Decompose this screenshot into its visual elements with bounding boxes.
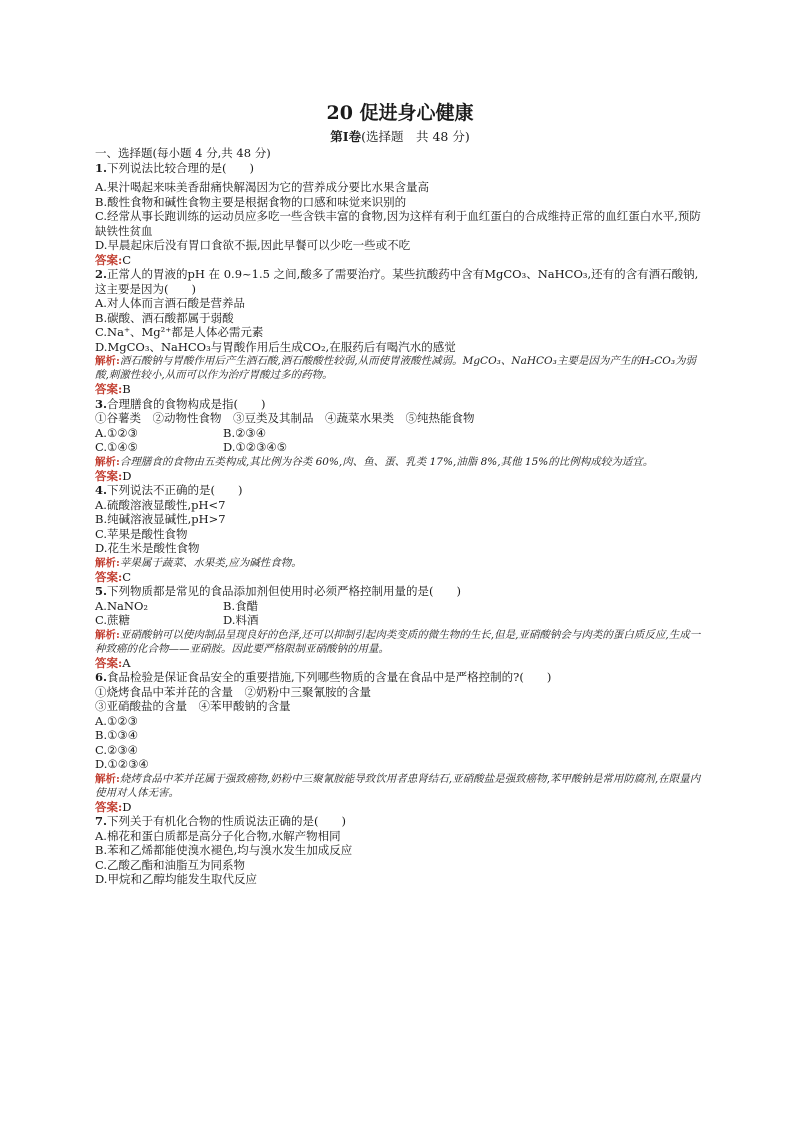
analysis <box>95 354 705 382</box>
option-a: A.果汁喝起来味美香甜痛快解渴因为它的营养成分要比水果含量高 <box>95 180 429 194</box>
analysis-text: 苹果属于蔬菜、水果类,应为碱性食物。 <box>119 556 302 569</box>
question-number: 1. <box>95 160 108 175</box>
question-number: 3. <box>95 396 108 411</box>
option-a: A.硫酸溶液显酸性,pH<7 <box>95 497 226 512</box>
page-title: 20 促进身心健康 <box>326 102 474 124</box>
option-c: C.苹果是酸性食物 <box>95 526 188 541</box>
option-d: D.MgCO₃、NaHCO₃与胃酸作用后生成CO₂,在服药后有喝汽水的感觉 <box>95 339 456 354</box>
section-heading: 一、选择题(每小题 4 分,共 48 分) <box>95 146 271 160</box>
analysis-text: 合理膳食的食物由五类构成,其比例为谷类 60%,肉、鱼、蛋、乳类 17%,油脂 8%,其他 15%的比例构成较为适宜。 <box>119 455 654 468</box>
question-5 <box>95 584 705 670</box>
option-b: B.酸性食物和碱性食物主要是根据食物的口感和味觉来识别的 <box>95 194 407 209</box>
question-stem: 食品检验是保证食品安全的重要措施,下列哪些物质的含量在食品中是严格控制的?( ) <box>107 670 552 684</box>
answer <box>95 253 705 268</box>
option-b: B.碳酸、酒石酸都属于弱酸 <box>95 310 234 325</box>
question-7 <box>95 814 705 887</box>
option-d: D.①②③④⑤ <box>223 440 288 454</box>
analysis-text: 酒石酸钠与胃酸作用后产生酒石酸,酒石酸酸性较弱,从而使胃液酸性减弱。MgCO₃、NaHCO₃主要是因为产生的H₂CO₃为弱酸,刺激性较小,从而可以作为治疗胃酸过多的药物。 <box>95 355 697 381</box>
options-grid <box>95 599 705 628</box>
option-a: A.①②③ <box>95 713 138 728</box>
answer <box>95 469 705 484</box>
option-c: C.乙酸乙酯和油脂互为同系物 <box>95 857 246 872</box>
analysis <box>95 556 705 570</box>
question-3 <box>95 397 705 484</box>
option-a: A.①②③ <box>95 425 138 440</box>
option-b: B.①③④ <box>95 728 139 742</box>
option-c: C.Na⁺、Mg²⁺都是人体必需元素 <box>95 325 264 339</box>
question-stem: 下列说法不正确的是( ) <box>107 483 243 497</box>
answer-label: 答案: <box>95 468 123 483</box>
answer-label: 答案: <box>95 569 123 584</box>
question-number: 5. <box>95 584 108 598</box>
option-a: A.NaNO₂ <box>95 598 148 613</box>
answer <box>95 800 705 815</box>
answer-label: 答案: <box>95 382 123 396</box>
option-a: A.对人体而言酒石酸是营养品 <box>95 296 245 310</box>
analysis <box>95 455 705 469</box>
subtitle-note: (选择题 共 48 分) <box>361 129 470 144</box>
option-c: C.②③④ <box>95 742 138 757</box>
analysis-text: 亚硝酸钠可以使肉制品呈现良好的色泽,还可以抑制引起肉类变质的微生物的生长,但是,亚硝酸钠会与肉类的蛋白质反应,生成一种致癌的化合物——亚硝胺。因此要严格限制亚硝酸钠的用量。 <box>95 628 701 655</box>
option-d: D.①②③④ <box>95 757 149 771</box>
choice-items-2: ③亚硝酸盐的含量 ④苯甲酸钠的含量 <box>95 699 291 713</box>
answer-label: 答案: <box>95 799 123 814</box>
analysis-label: 解析: <box>95 556 120 569</box>
option-a: A.棉花和蛋白质都是高分子化合物,水解产物相同 <box>95 828 341 843</box>
analysis-text: 烧烤食品中苯并芘属于强致癌物,奶粉中三聚氰胺能导致饮用者患肾结石,亚硝酸盐是强致癌物,苯甲酸钠是常用防腐剂,在限量内使用对人体无害。 <box>95 772 701 799</box>
answer <box>95 382 705 397</box>
question-stem: 下列关于有机化合物的性质说法正确的是( ) <box>107 814 346 828</box>
answer <box>95 570 705 585</box>
option-d: D.料酒 <box>223 613 259 627</box>
answer-value: C <box>122 569 132 584</box>
question-6 <box>95 670 705 814</box>
option-c: C.蔗糖 <box>95 613 131 627</box>
question-stem: 正常人的胃液的pH 在 0.9~1.5 之间,酸多了需要治疗。某些抗酸药中含有MgCO₃、NaHCO₃,还有的含有酒石酸钠,这主要是因为( ) <box>95 267 699 296</box>
answer-value: B <box>122 382 131 396</box>
section-subtitle <box>95 128 705 145</box>
answer <box>95 656 705 671</box>
question-number: 4. <box>95 483 108 497</box>
question-stem: 下列说法比较合理的是( ) <box>107 160 254 175</box>
analysis-label: 解析: <box>95 455 120 468</box>
option-d: D.早晨起床后没有胃口食欲不振,因此早餐可以少吃一些或不吃 <box>95 238 411 252</box>
question-number: 6. <box>95 670 108 684</box>
option-c: C.经常从事长跑训练的运动员应多吃一些含铁丰富的食物,因为这样有利于血红蛋白的合成维持正常的血红蛋白水平,预防缺铁性贫血 <box>95 209 701 238</box>
subtitle-part: 第Ⅰ卷 <box>330 129 362 144</box>
answer-value: A <box>122 655 131 670</box>
question-2 <box>95 267 705 397</box>
question-4 <box>95 483 705 584</box>
question-stem: 下列物质都是常见的食品添加剂但使用时必须严格控制用量的是( ) <box>107 584 461 598</box>
question-number: 7. <box>95 814 108 828</box>
option-b: B.纯碱溶液显碱性,pH>7 <box>95 512 226 526</box>
question-number: 2. <box>95 267 108 281</box>
option-b: B.食醋 <box>223 598 259 613</box>
document-page <box>95 100 705 887</box>
answer-label: 答案: <box>95 252 123 267</box>
option-c: C.①④⑤ <box>95 440 138 454</box>
option-b: B.②③④ <box>223 425 267 440</box>
analysis <box>95 772 705 800</box>
answer-value: D <box>122 468 132 483</box>
option-d: D.甲烷和乙醇均能发生取代反应 <box>95 872 257 886</box>
question-1 <box>95 161 705 268</box>
choice-items: ①谷薯类 ②动物性食物 ③豆类及其制品 ④蔬菜水果类 ⑤纯热能食物 <box>95 411 475 425</box>
answer-value: D <box>122 799 132 814</box>
options-grid <box>95 426 705 455</box>
question-stem: 合理膳食的食物构成是指( ) <box>107 396 266 411</box>
analysis <box>95 628 705 656</box>
analysis-label: 解析: <box>95 628 120 641</box>
analysis-label: 解析: <box>95 355 120 367</box>
option-d: D.花生米是酸性食物 <box>95 541 200 555</box>
option-b: B.苯和乙烯都能使溴水褪色,均与溴水发生加成反应 <box>95 843 353 857</box>
answer-label: 答案: <box>95 655 123 670</box>
answer-value: C <box>122 252 132 267</box>
choice-items-1: ①烧烤食品中苯并芘的含量 ②奶粉中三聚氰胺的含量 <box>95 684 371 699</box>
analysis-label: 解析: <box>95 772 120 785</box>
